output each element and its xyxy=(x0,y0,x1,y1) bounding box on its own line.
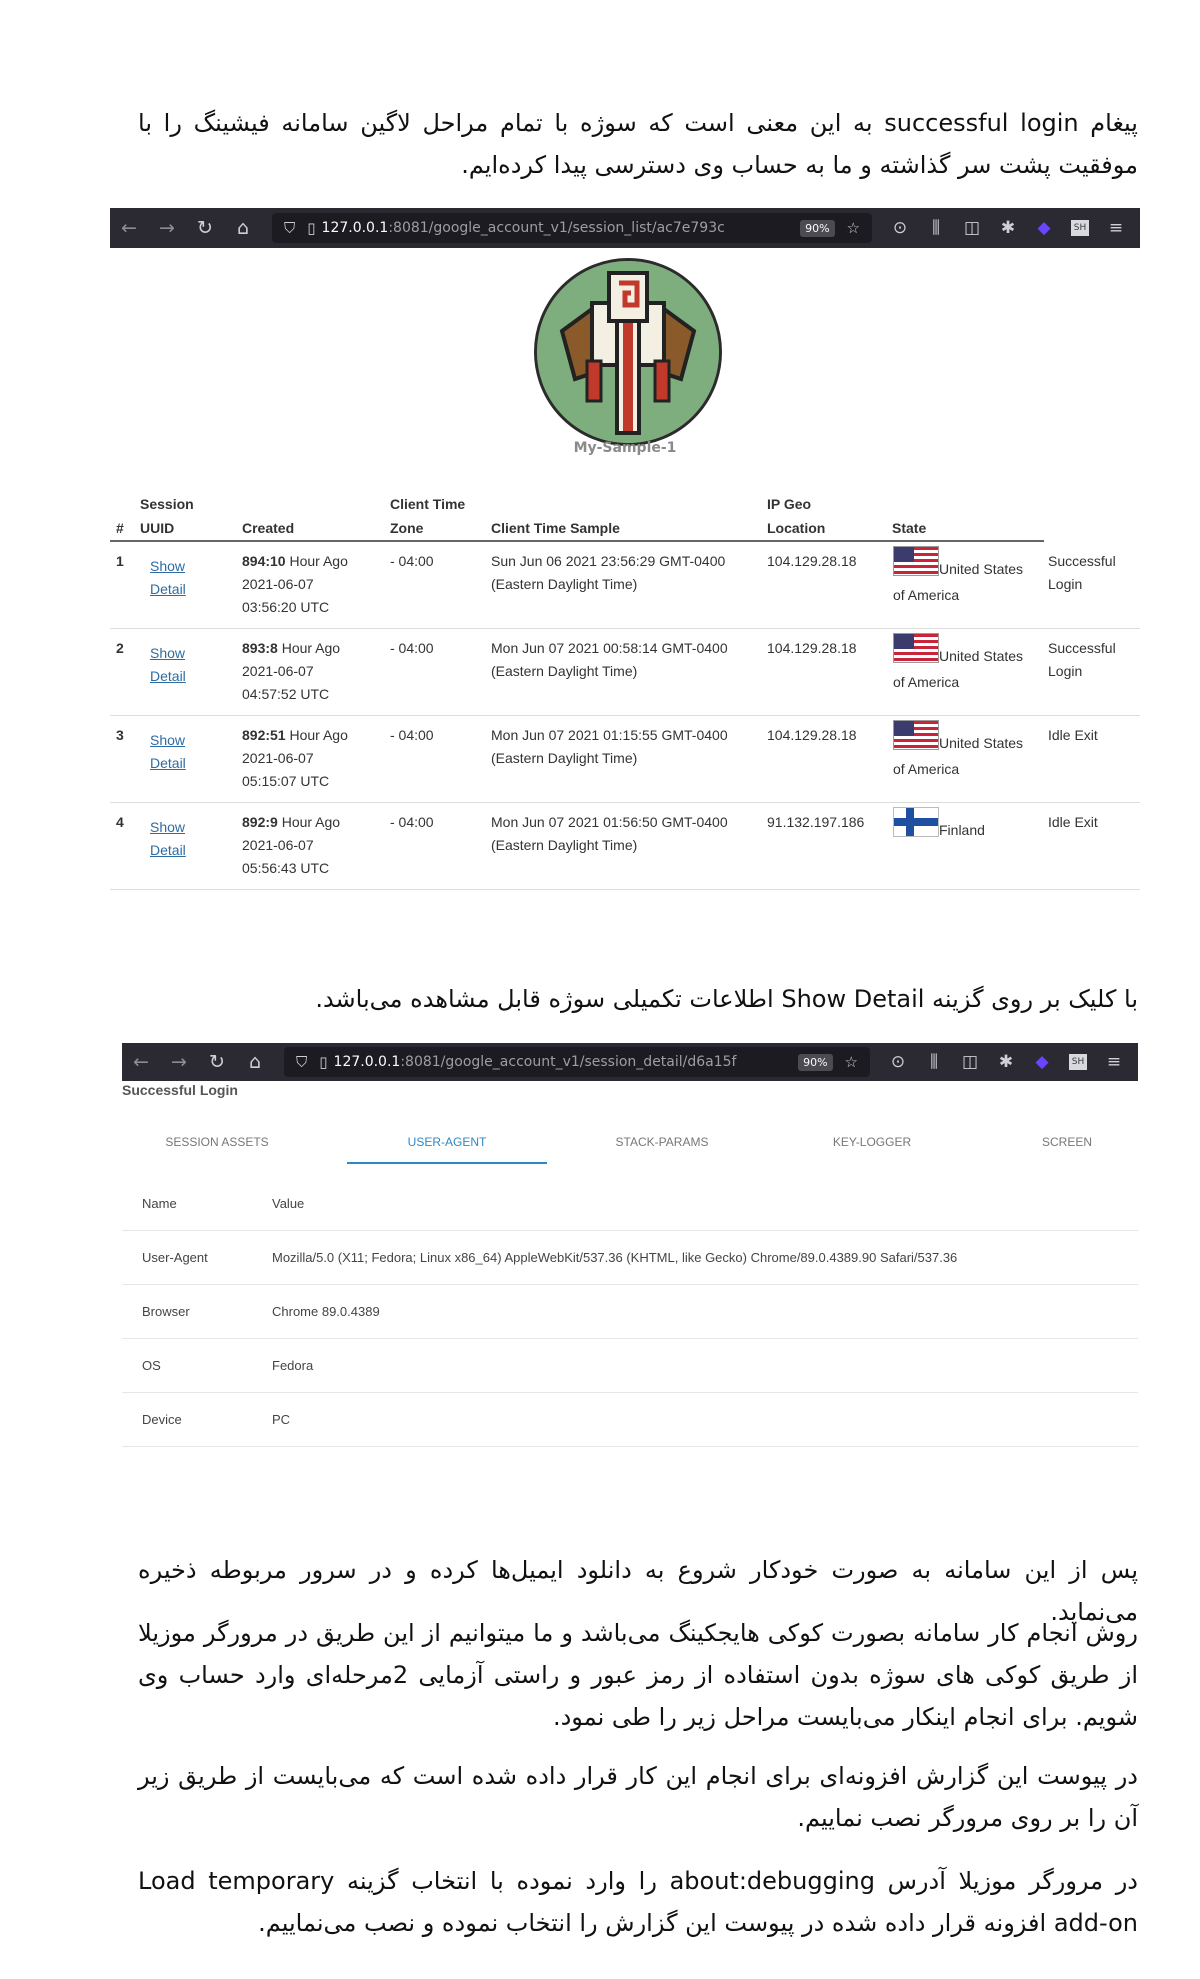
sidebar-icon[interactable]: ◫ xyxy=(961,1052,979,1072)
cell-ago xyxy=(242,811,340,834)
text-segment: با کلیک بر روی گزینه xyxy=(924,985,1138,1013)
table-row xyxy=(122,1285,1138,1339)
forward-arrow-icon[interactable]: → xyxy=(159,217,175,239)
table-row xyxy=(122,1231,1138,1285)
cell-ago xyxy=(242,550,348,573)
show-detail-link[interactable]: Show xyxy=(150,819,186,835)
extension-purple-icon[interactable]: ◆ xyxy=(1037,218,1051,238)
country-name: United States xyxy=(939,648,1024,664)
header-state: State xyxy=(892,520,927,536)
cell-sample-zone: (Eastern Daylight Time) xyxy=(491,576,638,592)
text-segment: افزونه قرار داده شده در پیوست این گزارش را انتخاب نموده و نصب می‌نماییم. xyxy=(258,1909,1054,1937)
detail-tabs xyxy=(122,1122,1138,1164)
cell-link xyxy=(150,578,186,601)
cell-sample-zone: (Eastern Daylight Time) xyxy=(491,837,638,853)
show-detail-link[interactable]: Detail xyxy=(150,842,186,858)
cell-link xyxy=(150,665,186,688)
ago-value: 892:51 xyxy=(242,727,286,743)
ago-unit: Hour Ago xyxy=(277,640,341,656)
cell-num: 1 xyxy=(116,553,124,569)
cell-country-line2: of America xyxy=(893,674,960,690)
star-icon[interactable]: ☆ xyxy=(846,219,860,237)
star-icon[interactable]: ☆ xyxy=(844,1053,858,1071)
extension-sh-icon[interactable]: SH xyxy=(1069,1054,1087,1070)
cell-num: 2 xyxy=(116,640,124,656)
ago-unit: Hour Ago xyxy=(285,727,348,743)
cell-date: 2021-06-07 xyxy=(242,750,314,766)
usa-flag-icon xyxy=(893,546,939,576)
cell-link xyxy=(150,642,185,665)
cell-value: Chrome 89.0.4389 xyxy=(272,1304,380,1319)
extension-purple-icon[interactable]: ◆ xyxy=(1035,1052,1049,1072)
back-arrow-icon[interactable]: ← xyxy=(121,217,137,239)
cell-time: 05:56:43 UTC xyxy=(242,860,330,876)
avatar-label: My-Sample-1 xyxy=(573,440,677,456)
text-segment-ltr: successful login xyxy=(884,109,1079,137)
cell-link xyxy=(150,839,186,862)
hamburger-menu-icon[interactable]: ≡ xyxy=(1108,218,1124,238)
cell-num: 3 xyxy=(116,727,124,743)
text-segment-ltr: Load temporary add-on xyxy=(138,1867,1138,1937)
show-detail-link[interactable]: Detail xyxy=(150,668,186,684)
cell-country-line2: of America xyxy=(893,761,960,777)
tab-key-logger[interactable]: KEY-LOGGER xyxy=(832,1135,912,1149)
table-body xyxy=(110,542,1140,890)
toolbar-right-icons xyxy=(882,218,1140,238)
cell-value: Value xyxy=(272,1196,305,1211)
ago-unit: Hour Ago xyxy=(285,553,348,569)
tab-screen[interactable]: SCREEN xyxy=(1041,1135,1092,1149)
toolbar-right-icons xyxy=(880,1052,1138,1072)
country-name: Finland xyxy=(939,822,985,838)
url-path: :8081/google_account_v1/session_list/ac7e793c xyxy=(388,220,725,236)
cell-ago xyxy=(242,724,348,747)
cell-date: 2021-06-07 xyxy=(242,663,314,679)
country-name: United States xyxy=(939,561,1024,577)
table-row xyxy=(122,1177,1138,1231)
cell-time: 04:57:52 UTC xyxy=(242,686,330,702)
header-uuid-line1: Session xyxy=(140,496,194,512)
forward-arrow-icon[interactable]: → xyxy=(171,1051,187,1073)
sessions-table xyxy=(110,492,1140,890)
ago-value: 894:10 xyxy=(242,553,286,569)
table-row xyxy=(110,716,1140,803)
header-tz-line2: Zone xyxy=(390,520,424,536)
tab-user-agent[interactable]: USER-AGENT xyxy=(347,1122,547,1164)
ago-value: 892:9 xyxy=(242,814,278,830)
header-created: Created xyxy=(242,520,295,536)
url-bar[interactable] xyxy=(272,213,872,243)
text-segment: پیغام xyxy=(1078,109,1138,137)
tab-session-assets[interactable]: SESSION ASSETS xyxy=(165,1135,269,1149)
cell-state: Successful xyxy=(1048,640,1116,656)
cell-date: 2021-06-07 xyxy=(242,576,314,592)
tab-stack-params[interactable]: STACK-PARAMS xyxy=(615,1135,709,1149)
cell-timezone: - 04:00 xyxy=(390,553,434,569)
paragraph-1 xyxy=(138,102,1138,186)
reload-icon[interactable]: ↻ xyxy=(197,217,213,239)
cell-state: Idle Exit xyxy=(1048,727,1098,743)
cell-key: Name xyxy=(142,1196,177,1211)
library-icon[interactable]: ⫼ xyxy=(930,1052,938,1072)
cell-value: Fedora xyxy=(272,1358,314,1373)
url-text[interactable] xyxy=(334,1054,799,1070)
header-uuid-line2: UUID xyxy=(140,520,175,536)
url-path: :8081/google_account_v1/session_detail/d6a15f xyxy=(400,1054,737,1070)
zoom-badge[interactable]: 90% xyxy=(800,220,834,237)
cell-link xyxy=(150,752,186,775)
text-segment: اطلاعات تکمیلی سوژه قابل مشاهده می‌باشد. xyxy=(315,985,782,1013)
header-sample: Client Time Sample xyxy=(491,520,620,536)
cell-value: Mozilla/5.0 (X11; Fedora; Linux x86_64) AppleWebKit/537.36 (KHTML, like Gecko) Chrome/89.0.4389.90 Safari/537.36 xyxy=(272,1250,958,1265)
cell-state: Idle Exit xyxy=(1048,814,1098,830)
cell-sample-zone: (Eastern Daylight Time) xyxy=(491,750,638,766)
url-host: 127.0.0.1 xyxy=(321,220,389,236)
cell-country xyxy=(893,720,1023,755)
paragraph-4: روش انجام کار سامانه بصورت کوکی هایجکینگ می‌باشد و ما میتوانیم از این طریق در مرورگر موزیلا از طریق کوکی های سوژه بدون استفاده از رمز عبور و راستی آزمایی 2مرحله‌ای وارد حساب وی شویم. برای انجام اینکار می‌بایست مراحل زیر را طی نمود. xyxy=(138,1619,1138,1731)
paragraph-3: پس از این سامانه به صورت خودکار شروع به دانلود ایمیل‌ها کرده و در سرور مربوطه ذخیره می‌نماید. xyxy=(138,1556,1138,1626)
cell-value: PC xyxy=(272,1412,291,1427)
extension-sh-icon[interactable]: SH xyxy=(1071,220,1089,236)
text-segment: را وارد نموده با انتخاب گزینه xyxy=(334,1867,670,1895)
ago-unit: Hour Ago xyxy=(277,814,341,830)
cell-key: Browser xyxy=(142,1304,190,1319)
paragraph-5: در پیوست این گزارش افزونه‌ای برای انجام این کار قرار داده شده است که می‌بایست از طریق زیر آن را بر روی مرورگر نصب نماییم. xyxy=(138,1762,1138,1832)
show-detail-link[interactable]: Detail xyxy=(150,581,186,597)
cell-country xyxy=(893,807,985,842)
url-bar[interactable] xyxy=(284,1047,870,1077)
pocket-icon[interactable]: ⊙ xyxy=(892,218,908,238)
usa-flag-icon xyxy=(893,720,939,750)
shield-icon[interactable]: ⛉ xyxy=(296,1053,308,1071)
cell-num: 4 xyxy=(116,814,124,830)
text-segment-ltr: about:debugging xyxy=(669,1867,875,1895)
browser-toolbar-2 xyxy=(122,1043,1138,1081)
browser-toolbar-1 xyxy=(110,208,1140,248)
finland-flag-icon xyxy=(893,807,939,837)
home-icon[interactable]: ⌂ xyxy=(236,217,250,239)
header-num: # xyxy=(116,520,124,536)
cell-time: 05:15:07 UTC xyxy=(242,773,330,789)
header-ip-line2: Location xyxy=(767,520,826,536)
cell-date: 2021-06-07 xyxy=(242,837,314,853)
table-row xyxy=(110,803,1140,890)
cell-sample: Mon Jun 07 2021 01:56:50 GMT-0400 xyxy=(491,814,728,830)
cell-country xyxy=(893,546,1023,581)
cell-sample-zone: (Eastern Daylight Time) xyxy=(491,663,638,679)
cell-key: OS xyxy=(142,1358,161,1373)
cell-ip: 104.129.28.18 xyxy=(767,727,857,743)
hamburger-menu-icon[interactable]: ≡ xyxy=(1106,1052,1122,1072)
url-host: 127.0.0.1 xyxy=(333,1054,401,1070)
home-icon[interactable]: ⌂ xyxy=(248,1051,262,1073)
page-icon: ▯ xyxy=(319,1053,328,1071)
paragraph-6 xyxy=(138,1860,1138,1944)
cell-sample: Mon Jun 07 2021 00:58:14 GMT-0400 xyxy=(491,640,728,656)
cell-state-line2: Login xyxy=(1048,576,1083,592)
back-arrow-icon[interactable]: ← xyxy=(133,1051,149,1073)
cell-ip: 104.129.28.18 xyxy=(767,640,857,656)
sidebar-icon[interactable]: ◫ xyxy=(963,218,981,238)
cell-link xyxy=(150,555,185,578)
cell-timezone: - 04:00 xyxy=(390,814,434,830)
detail-title: Successful Login xyxy=(122,1082,238,1098)
cell-ip: 104.129.28.18 xyxy=(767,553,857,569)
reload-icon[interactable]: ↻ xyxy=(209,1051,225,1073)
cell-key: User-Agent xyxy=(142,1250,208,1265)
cell-sample: Sun Jun 06 2021 23:56:29 GMT-0400 xyxy=(491,553,726,569)
ago-value: 893:8 xyxy=(242,640,278,656)
table-header xyxy=(110,492,1044,542)
cell-state: Successful xyxy=(1048,553,1116,569)
extension-icon[interactable]: ✱ xyxy=(1000,218,1016,238)
cell-sample: Mon Jun 07 2021 01:15:55 GMT-0400 xyxy=(491,727,728,743)
cell-state-line2: Login xyxy=(1048,663,1083,679)
show-detail-link[interactable]: Show xyxy=(150,558,186,574)
table-row xyxy=(122,1339,1138,1393)
cell-country-line2: of America xyxy=(893,587,960,603)
table-row xyxy=(122,1393,1138,1447)
header-tz-line1: Client Time xyxy=(390,496,466,512)
zoom-badge[interactable]: 90% xyxy=(798,1054,832,1071)
usa-flag-icon xyxy=(893,633,939,663)
cell-key: Device xyxy=(142,1412,182,1427)
cell-link xyxy=(150,816,185,839)
library-icon[interactable]: ⫼ xyxy=(932,218,940,238)
header-ip-line1: IP Geo xyxy=(767,496,812,512)
avatar-pixel-art xyxy=(537,261,719,443)
cell-country xyxy=(893,633,1023,668)
table-row xyxy=(110,542,1140,629)
show-detail-link[interactable]: Show xyxy=(150,645,186,661)
text-segment-ltr: Show Detail xyxy=(781,985,925,1013)
pocket-icon[interactable]: ⊙ xyxy=(890,1052,906,1072)
shield-icon[interactable]: ⛉ xyxy=(284,219,296,237)
paragraph-2 xyxy=(138,978,1138,1020)
cell-time: 03:56:20 UTC xyxy=(242,599,330,615)
show-detail-link[interactable]: Show xyxy=(150,732,186,748)
avatar xyxy=(534,258,722,446)
text-segment: در مرورگر موزیلا آدرس xyxy=(874,1867,1138,1895)
url-text[interactable] xyxy=(322,220,801,236)
user-agent-table xyxy=(122,1177,1138,1447)
cell-timezone: - 04:00 xyxy=(390,727,434,743)
page-icon: ▯ xyxy=(307,219,316,237)
show-detail-link[interactable]: Detail xyxy=(150,755,186,771)
cell-ip: 91.132.197.186 xyxy=(767,814,865,830)
cell-timezone: - 04:00 xyxy=(390,640,434,656)
country-name: United States xyxy=(939,735,1024,751)
extension-icon[interactable]: ✱ xyxy=(998,1052,1014,1072)
cell-link xyxy=(150,729,185,752)
text-segment: به این معنی است که سوژه با تمام مراحل لاگین سامانه فیشینگ را با موفقیت پشت سر گذاشته و ما به حساب وی دسترسی پیدا کرده‌ایم. xyxy=(138,109,1138,179)
cell-ago xyxy=(242,637,340,660)
table-row xyxy=(110,629,1140,716)
